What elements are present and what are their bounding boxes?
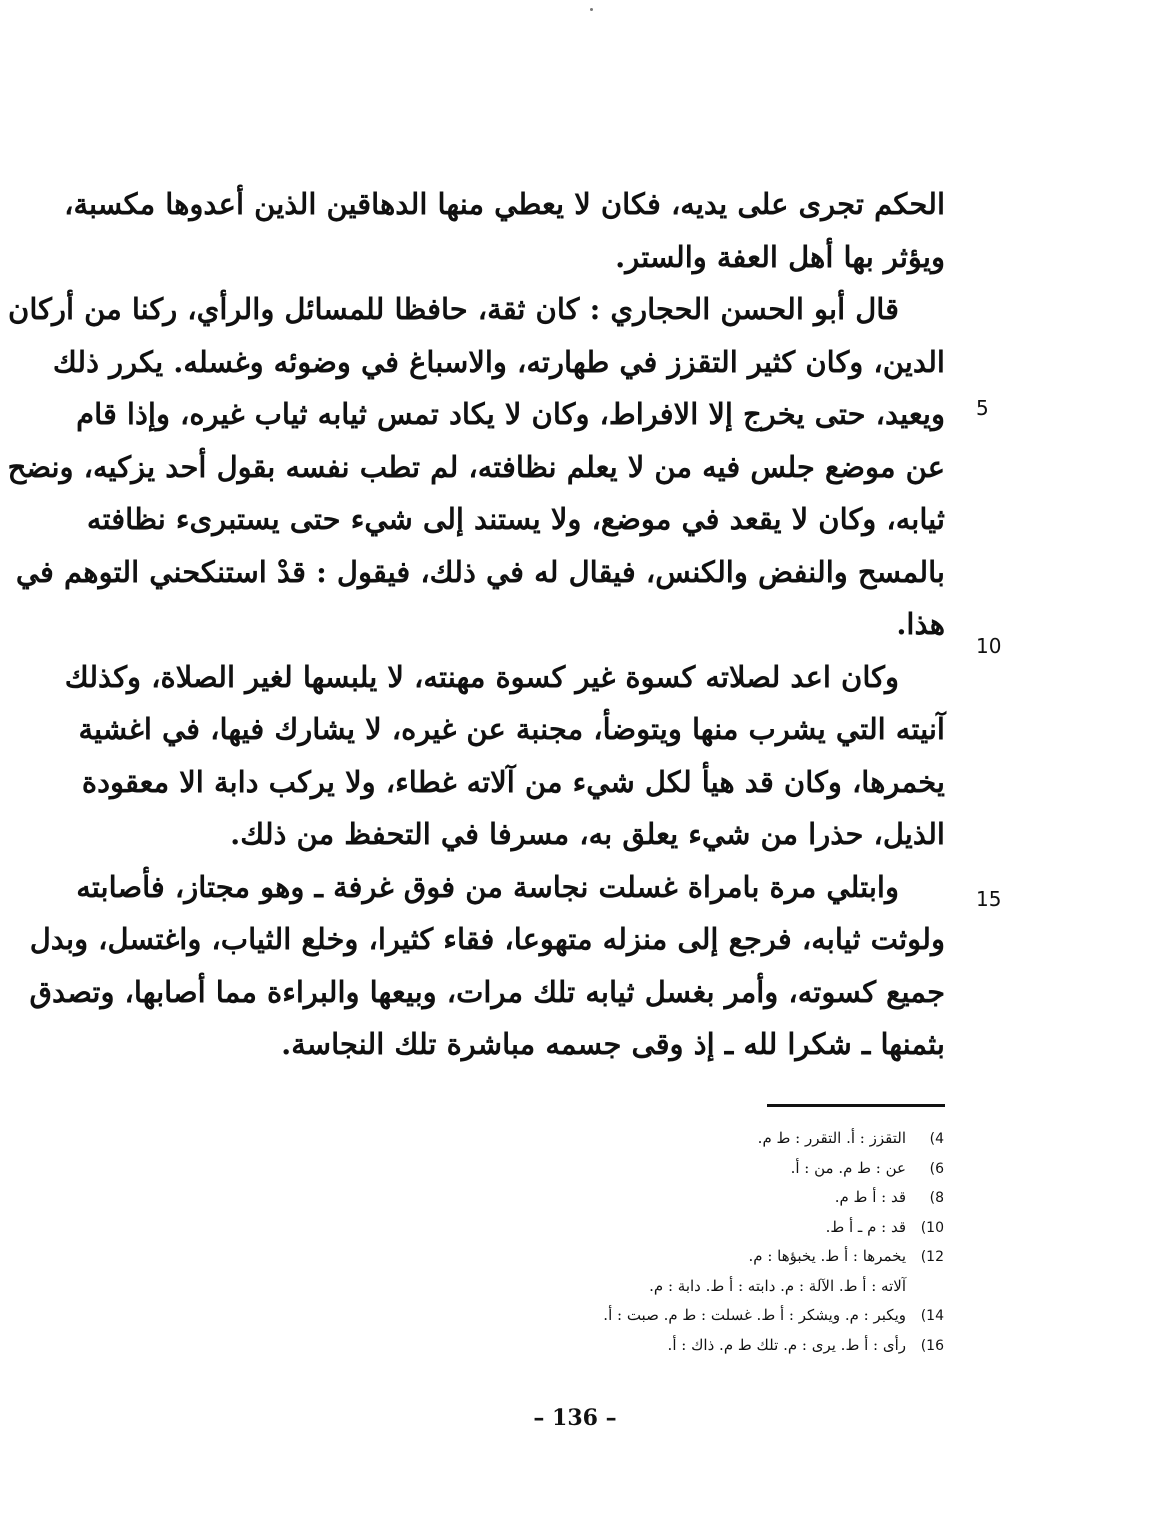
footnote-number: 10) xyxy=(920,1219,944,1236)
scan-speck xyxy=(590,8,593,11)
text-line: آنيته التي يشرب منها ويتوضأ، مجنبة عن غيره، لا يشارك فيها، في اغشية xyxy=(78,712,945,746)
text-line: ويؤثر بها أهل العفة والستر. xyxy=(615,239,945,274)
text-line: يخمرها، وكان قد هيأ لكل شيء من آلاته غطاء، ولا يركب دابة الا معقودة xyxy=(81,764,945,799)
footnote-text: التقزز : أ. التقرر : ط م. xyxy=(757,1129,906,1147)
text-line: ثيابه، وكان لا يقعد في موضع، ولا يستند إلى شيء حتى يستبرىء نظافته xyxy=(86,502,945,536)
footnote-text: آلاته : أ ط. الآلة : م. دابته : أ ط. دابة : م. xyxy=(649,1276,906,1295)
text-line: الذيل، حذرا من شيء يعلق به، مسرفا في التحفظ من ذلك. xyxy=(230,817,945,851)
text-line: الدين، وكان كثير التقزز في طهارته، والاسباغ في وضوئه وغسله. يكرر ذلك xyxy=(52,344,945,379)
footnote xyxy=(560,1124,944,1154)
footnote-divider xyxy=(767,1104,945,1107)
text-line: وكان اعد لصلاته كسوة غير كسوة مهنته، لا يلبسها لغير الصلاة، وكذلك xyxy=(64,659,899,694)
footnote-number: 8) xyxy=(929,1190,944,1206)
footnote-number: 14) xyxy=(920,1308,944,1324)
footnote xyxy=(560,1301,944,1331)
footnote-text: عن : ط م. من : أ. xyxy=(790,1158,906,1177)
footnote xyxy=(560,1183,944,1213)
footnote xyxy=(560,1331,944,1361)
line-number-15: 15 xyxy=(976,887,1002,911)
text-line: الحكم تجرى على يديه، فكان لا يعطي منها الدهاقين الذين أعدوها مكسبة، xyxy=(64,187,945,221)
line-number-10: 10 xyxy=(976,634,1002,658)
footnote-text: يخمرها : أ ط. يخبؤها : م. xyxy=(748,1247,906,1265)
text-line: عن موضع جلس فيه من لا يعلم نظافته، لم تطب نفسه بقول أحد يزكيه، ونضح xyxy=(7,449,945,484)
footnote xyxy=(560,1213,944,1243)
text-line: ولوثت ثيابه، فرجع إلى منزله متهوعا، فقاء كثيرا، وخلع الثياب، واغتسل، وبدل xyxy=(29,922,945,956)
footnote-text: ويكبر : م. ويشكر : أ ط. غسلت : ط م. صبت : أ. xyxy=(603,1306,906,1324)
footnote-text: قد : م ـ أ ط. xyxy=(825,1217,906,1236)
footnote-text: قد : أ ط م. xyxy=(834,1188,906,1206)
text-line: هذا. xyxy=(896,607,945,641)
footnote-text: رأى : أ ط. يرى : م. تلك ط م. ذاك : أ. xyxy=(667,1335,906,1354)
page-number: – 136 – xyxy=(533,1405,617,1431)
footnote-number: 16) xyxy=(920,1337,944,1354)
footnote xyxy=(560,1272,944,1302)
text-line: بثمنها ـ شكرا لله ـ إذ وقى جسمه مباشرة تلك النجاسة. xyxy=(281,1027,945,1061)
footnote-number: 4) xyxy=(929,1131,944,1147)
body-text xyxy=(7,178,945,1071)
footnote xyxy=(560,1242,944,1272)
footnotes xyxy=(560,1124,944,1360)
text-line: ويعيد، حتى يخرج إلا الافراط، وكان لا يكاد تمس ثيابه ثياب غيره، وإذا قام xyxy=(76,397,945,431)
text-line: بالمسح والنفض والكنس، فيقال له في ذلك، فيقول : قدْ استنكحني التوهم في xyxy=(15,554,945,589)
line-number-5: 5 xyxy=(976,396,989,420)
text-line: قال أبو الحسن الحجاري : كان ثقة، حافظا للمسائل والرأي، ركنا من أركان xyxy=(8,292,899,326)
footnote-number: 6) xyxy=(929,1160,944,1177)
footnote-number: 12) xyxy=(920,1249,944,1265)
text-line: جميع كسوته، وأمر بغسل ثيابه تلك مرات، وبيعها والبراءة مما أصابها، وتصدق xyxy=(29,974,945,1009)
footnote xyxy=(560,1154,944,1184)
text-line: وابتلي مرة بامراة غسلت نجاسة من فوق غرفة ـ وهو مجتاز، فأصابته xyxy=(76,869,899,904)
